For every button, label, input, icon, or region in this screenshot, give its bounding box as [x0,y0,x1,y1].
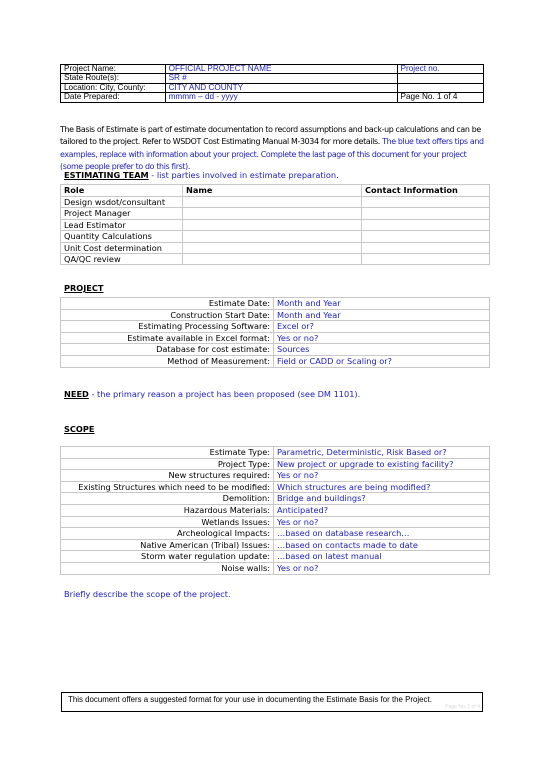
project-label: Estimating Processing Software: [61,321,274,333]
project-label: Construction Start Date: [61,309,274,321]
team-row [61,254,490,265]
intro-paragraph [60,124,490,173]
estimating-team-heading [64,170,339,180]
scope-label: Demolition: [61,493,274,505]
scope-row [61,447,490,459]
scope-row [61,458,490,470]
need-title: NEED [64,389,89,399]
scope-value[interactable]: Yes or no? [274,516,490,528]
intro-text: The Basis of Estimate is part of estimate documentation to record assumptions and back-up calculations and can be tailored to the project. Refer to WSDOT Cost Estimating Manual M-3034 for more details. [60,125,481,147]
project-label: Estimate available in Excel format: [61,332,274,344]
scope-label: Wetlands Issues: [61,516,274,528]
scope-value[interactable]: Yes or no? [274,470,490,482]
scope-row [61,551,490,563]
scope-details-table [60,446,490,575]
estimating-team-title: ESTIMATING TEAM [64,170,149,180]
scope-value[interactable]: New project or upgrade to existing facility? [274,458,490,470]
scope-row [61,516,490,528]
team-role: Quantity Calculations [61,231,183,242]
info-label: Location: City, County: [61,83,166,92]
scope-row [61,481,490,493]
scope-heading [64,424,94,434]
info-extra: Page No. 1 of 4 [397,93,483,102]
scope-label: Estimate Type: [61,447,274,459]
team-name-cell[interactable] [183,231,362,242]
project-value[interactable]: Field or CADD or Scaling or? [274,355,490,367]
scope-label: Archeological Impacts: [61,528,274,540]
project-details-table [60,297,490,368]
project-label: Database for cost estimate: [61,344,274,356]
need-heading [64,389,360,399]
project-row [61,355,490,367]
team-contact-cell[interactable] [362,231,490,242]
team-contact-cell[interactable] [362,254,490,265]
team-contact-cell[interactable] [362,219,490,230]
scope-label: Storm water regulation update: [61,551,274,563]
project-value[interactable]: Sources [274,344,490,356]
project-heading [64,283,104,293]
scope-description: Briefly describe the scope of the project. [64,589,231,599]
team-name-cell[interactable] [183,254,362,265]
project-value[interactable]: Yes or no? [274,332,490,344]
project-row [61,298,490,310]
team-name-cell[interactable] [183,242,362,253]
project-value[interactable]: Month and Year [274,298,490,310]
scope-label: Hazardous Materials: [61,504,274,516]
scope-label: New structures required: [61,470,274,482]
footer-note-box [61,692,483,712]
project-row [61,321,490,333]
scope-value[interactable]: Which structures are being modified? [274,481,490,493]
project-info-row [61,74,484,83]
intro-tip-text: The blue text offers tips and examples, replace with information about your project. Complete the last page of this document for your project (some people prefer to do this first). [60,137,484,171]
scope-row [61,504,490,516]
project-value[interactable]: Excel or? [274,321,490,333]
scope-label: Noise walls: [61,562,274,574]
project-value[interactable]: Month and Year [274,309,490,321]
info-label: Project Name: [61,65,166,74]
team-row [61,231,490,242]
info-extra: Project no. [397,65,483,74]
scope-value[interactable]: Bridge and buildings? [274,493,490,505]
footer-text: This document offers a suggested format for your use in documenting the Estimate Basis for the Project. [68,695,432,704]
info-extra [397,74,483,83]
scope-value[interactable]: …based on database research… [274,528,490,540]
team-role: Lead Estimator [61,219,183,230]
team-role: QA/QC review [61,254,183,265]
info-value: OFFICIAL PROJECT NAME [165,65,397,74]
info-value: SR # [165,74,397,83]
team-row [61,219,490,230]
team-contact-cell[interactable] [362,197,490,208]
team-row [61,208,490,219]
team-role: Design wsdot/consultant [61,197,183,208]
scope-value[interactable]: Yes or no? [274,562,490,574]
info-value: CITY AND COUNTY [165,83,397,92]
info-label: State Route(s): [61,74,166,83]
scope-value[interactable]: …based on latest manual [274,551,490,563]
scope-value[interactable]: …based on contacts made to date [274,539,490,551]
scope-row [61,539,490,551]
project-title: PROJECT [64,283,104,293]
scope-row [61,562,490,574]
team-name-cell[interactable] [183,219,362,230]
team-role: Unit Cost determination [61,242,183,253]
project-label: Estimate Date: [61,298,274,310]
scope-label: Native American (Tribal) Issues: [61,539,274,551]
col-contact: Contact Information [362,185,490,197]
project-label: Method of Measurement: [61,355,274,367]
project-row [61,344,490,356]
project-row [61,309,490,321]
team-name-cell[interactable] [183,208,362,219]
scope-row [61,470,490,482]
col-name: Name [183,185,362,197]
project-info-row [61,93,484,102]
scope-label: Project Type: [61,458,274,470]
team-row [61,242,490,253]
estimating-team-table [60,184,490,265]
estimating-team-note: - list parties involved in estimate preparation. [148,170,339,180]
project-info-row [61,65,484,74]
info-label: Date Prepared: [61,93,166,102]
scope-row [61,493,490,505]
project-row [61,332,490,344]
team-role: Project Manager [61,208,183,219]
project-info-table [60,64,484,103]
scope-label: Existing Structures which need to be modified: [61,481,274,493]
scope-title: SCOPE [64,424,95,434]
team-contact-cell[interactable] [362,242,490,253]
team-contact-cell[interactable] [362,208,490,219]
scope-value[interactable]: Parametric, Deterministic, Risk Based or? [274,447,490,459]
col-role: Role [61,185,183,197]
need-note: - the primary reason a project has been proposed (see DM 1101). [88,389,361,399]
team-name-cell[interactable] [183,197,362,208]
team-row [61,197,490,208]
scope-value[interactable]: Anticipated? [274,504,490,516]
footer-watermark: Page No. 1 of 4 [445,704,480,710]
info-value: mmmm – dd - yyyy [165,93,397,102]
scope-row [61,528,490,540]
